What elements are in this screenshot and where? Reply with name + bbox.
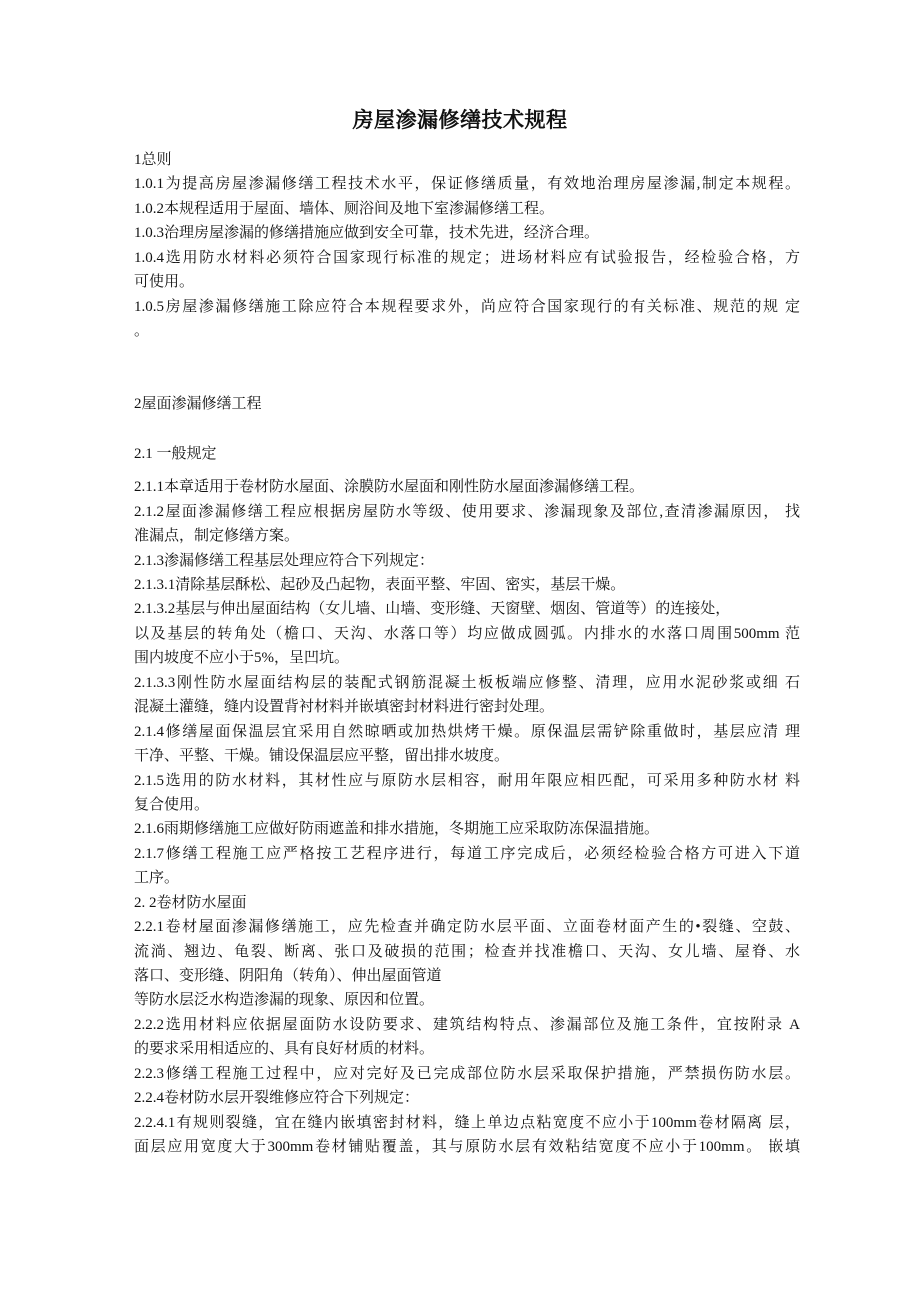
text-line: 。: [134, 323, 150, 340]
text-line: 混凝土灌缝，缝内设置背衬材料并嵌填密封材料进行密封处理。: [134, 699, 555, 716]
text-line: 1.0.2本规程适用于屋面、墙体、厕浴间及地下室渗漏修缮工程。: [134, 200, 555, 217]
text-line: 1.0.1为提高房屋渗漏修缮工程技术水平，保证修缮质量，有效地治理房屋渗漏,制定本规程。: [134, 176, 800, 193]
text-line: 2.1.3渗漏修缮工程基层处理应符合下列规定：: [134, 552, 435, 569]
text-line: 2.1.2屋面渗漏修缮工程应根据房屋防水等级、使用要求、渗漏现象及部位,查清渗漏原因， 找: [134, 503, 800, 520]
text-line: 复合使用。: [134, 796, 210, 813]
text-line: 2.1.3.3刚性防水屋面结构层的装配式钢筋混凝土板板端应修整、清理，应用水泥砂浆或细 石: [134, 674, 800, 691]
text-line: 2.2.1卷材屋面渗漏修缮施工，应先检查并确定防水层平面、立面卷材面产生的•裂缝、空鼓、: [134, 919, 800, 936]
text-line: 2.1.3.1清除基层酥松、起砂及凸起物，表面平整、牢固、密实，基层干燥。: [134, 577, 626, 594]
text-line: 2.1.5选用的防水材料，其材性应与原防水层相容，耐用年限应相匹配，可采用多种防水材 料: [134, 772, 800, 789]
text-line: 工序。: [134, 870, 180, 887]
text-line: 落口、变形缝、阴阳角（转角）、伸出屋面管道: [134, 968, 442, 985]
text-line: 1总则: [134, 152, 172, 168]
text-line: 2.2.4卷材防水层开裂维修应符合下列规定：: [134, 1090, 420, 1107]
text-line: 以及基层的转角处（檐口、天沟、水落口等）均应做成圆弧。内排水的水落口周围500mm 范: [134, 625, 800, 642]
text-line: 围内坡度不应小于5%，呈凹坑。: [134, 650, 349, 667]
text-line: 2.2.2选用材料应依据屋面防水设防要求、建筑结构特点、渗漏部位及施工条件，宜按附录 A: [134, 1016, 800, 1033]
document-body: [134, 148, 800, 1160]
text-line: 1.0.5房屋渗漏修缮施工除应符合本规程要求外，尚应符合国家现行的有关标准、规范的规 定: [134, 298, 800, 315]
text-line: 1.0.3治理房屋渗漏的修缮措施应做到安全可靠，技术先进，经济合理。: [134, 225, 600, 242]
text-line: 面层应用宽度大于300mm卷材铺贴覆盖，其与原防水层有效粘结宽度不应小于100mm。 嵌填: [134, 1139, 800, 1156]
text-line: 2.1.1本章适用于卷材防水屋面、涂膜防水屋面和刚性防水屋面渗漏修缮工程。: [134, 479, 645, 496]
text-line: 2. 2卷材防水屋面: [134, 894, 247, 911]
text-line: 可使用。: [134, 274, 195, 291]
text-line: 2.1.4修缮屋面保温层宜采用自然晾晒或加热烘烤干燥。原保温层需铲除重做时，基层应清 理: [134, 723, 800, 740]
text-line: 2.1.3.2基层与伸出屋面结构（女儿墙、山墙、变形缝、天窗壁、烟囱、管道等）的连接处，: [134, 601, 731, 618]
text-line: 2.2.4.1有规则裂缝，宜在缝内嵌填密封材料，缝上单边点粘宽度不应小于100mm卷材隔离 层，: [134, 1114, 800, 1131]
text-line: 2.1.6雨期修缮施工应做好防雨遮盖和排水措施，冬期施工应采取防冻保温措施。: [134, 821, 660, 838]
text-line: 2.2.3修缮工程施工过程中，应对完好及已完成部位防水层采取保护措施，严禁损伤防水层。: [134, 1065, 800, 1082]
text-line: 流淌、翘边、龟裂、断离、张口及破损的范围；检查并找准檐口、天沟、女儿墙、屋脊、水: [134, 943, 800, 960]
document-title: 房屋渗漏修缮技术规程: [352, 109, 568, 132]
text-line: 干净、平整、干燥。铺设保温层应平整，留出排水坡度。: [134, 748, 510, 765]
text-line: 2.1 一般规定: [134, 445, 217, 462]
text-line: 准漏点，制定修缮方案。: [134, 528, 300, 545]
text-line: 的要求采用相适应的、具有良好材质的材料。: [134, 1041, 435, 1058]
text-line: 1.0.4选用防水材料必须符合国家现行标准的规定；进场材料应有试验报告，经检验合格，方: [134, 249, 800, 266]
text-line: 2.1.7修缮工程施工应严格按工艺程序进行，每道工序完成后，必须经检验合格方可进入下道: [134, 845, 800, 862]
text-line: 2屋面渗漏修缮工程: [134, 396, 262, 413]
text-line: 等防水层泛水构造渗漏的现象、原因和位置。: [134, 992, 435, 1009]
